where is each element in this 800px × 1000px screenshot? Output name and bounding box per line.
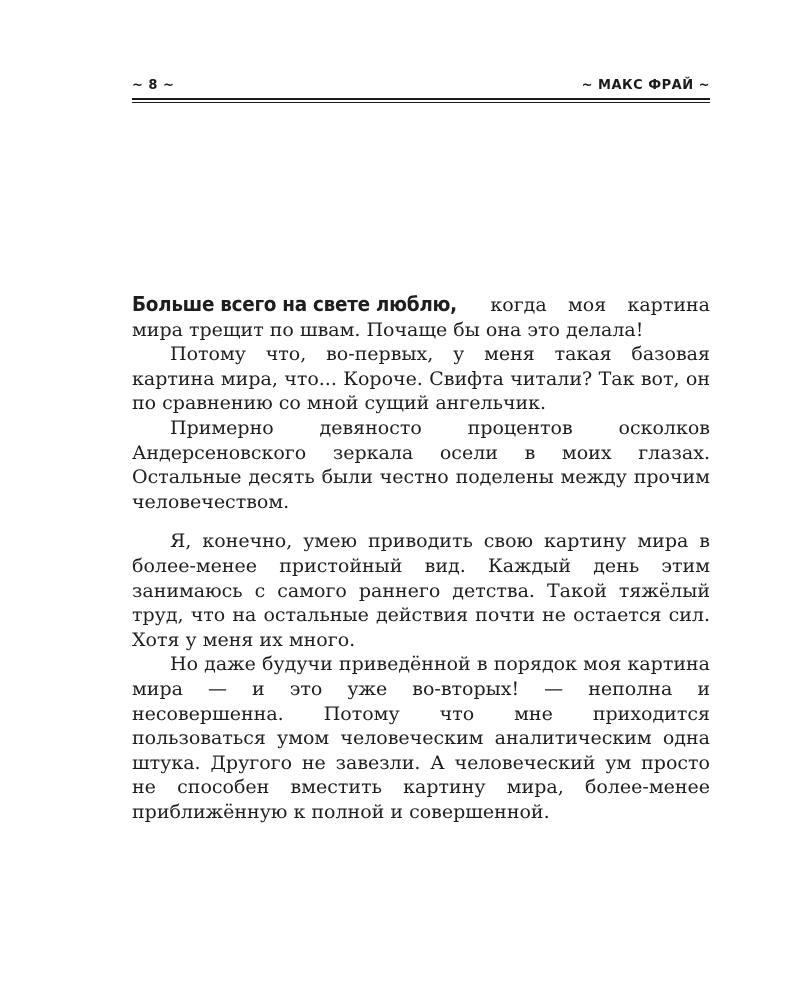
running-title: ~ МАКС ФРАЙ ~ [581,78,710,93]
paragraph-5: Но даже будучи приведённой в порядок моя картина мира — и это уже во-вторых! — неполна и несовершенна. Потому что мне приходится пользоваться умом человеческим аналитическим одна штука. Другого не завезли. А человеческий ум просто не способен вместить картину мира, более-менее приближённую к полной и совершенной. [132,653,710,823]
paragraph-3: Примерно девяносто процентов осколков Андерсеновского зеркала осели в моих глазах. Остальные десять были честно поделены между прочим человечеством. [132,416,710,513]
header-rule-thick [132,98,710,100]
paragraph-2: Потому что, во-первых, у меня такая базовая картина мира, что... Короче. Свифта читали? Так вот, он по сравнению со мной сущий ангельчик. [132,343,710,415]
header-rule-thin [132,102,710,103]
paragraph-4: Я, конечно, умею приводить свою картину мира в более-менее пристойный вид. Каждый день этим занимаюсь с самого раннего детства. Такой тяжёлый труд, что на остальные действия почти не остается сил. Хотя у меня их много. [132,530,710,651]
page-header [132,76,710,96]
paragraph-1 [132,292,710,342]
page-number: ~ 8 ~ [132,78,175,93]
paragraph-1-text: когда моя картина мира трещит по швам. Почаще бы она это делала! [132,294,710,341]
main-text [132,292,710,824]
lead-phrase: Больше всего на свете люблю, [132,292,457,316]
